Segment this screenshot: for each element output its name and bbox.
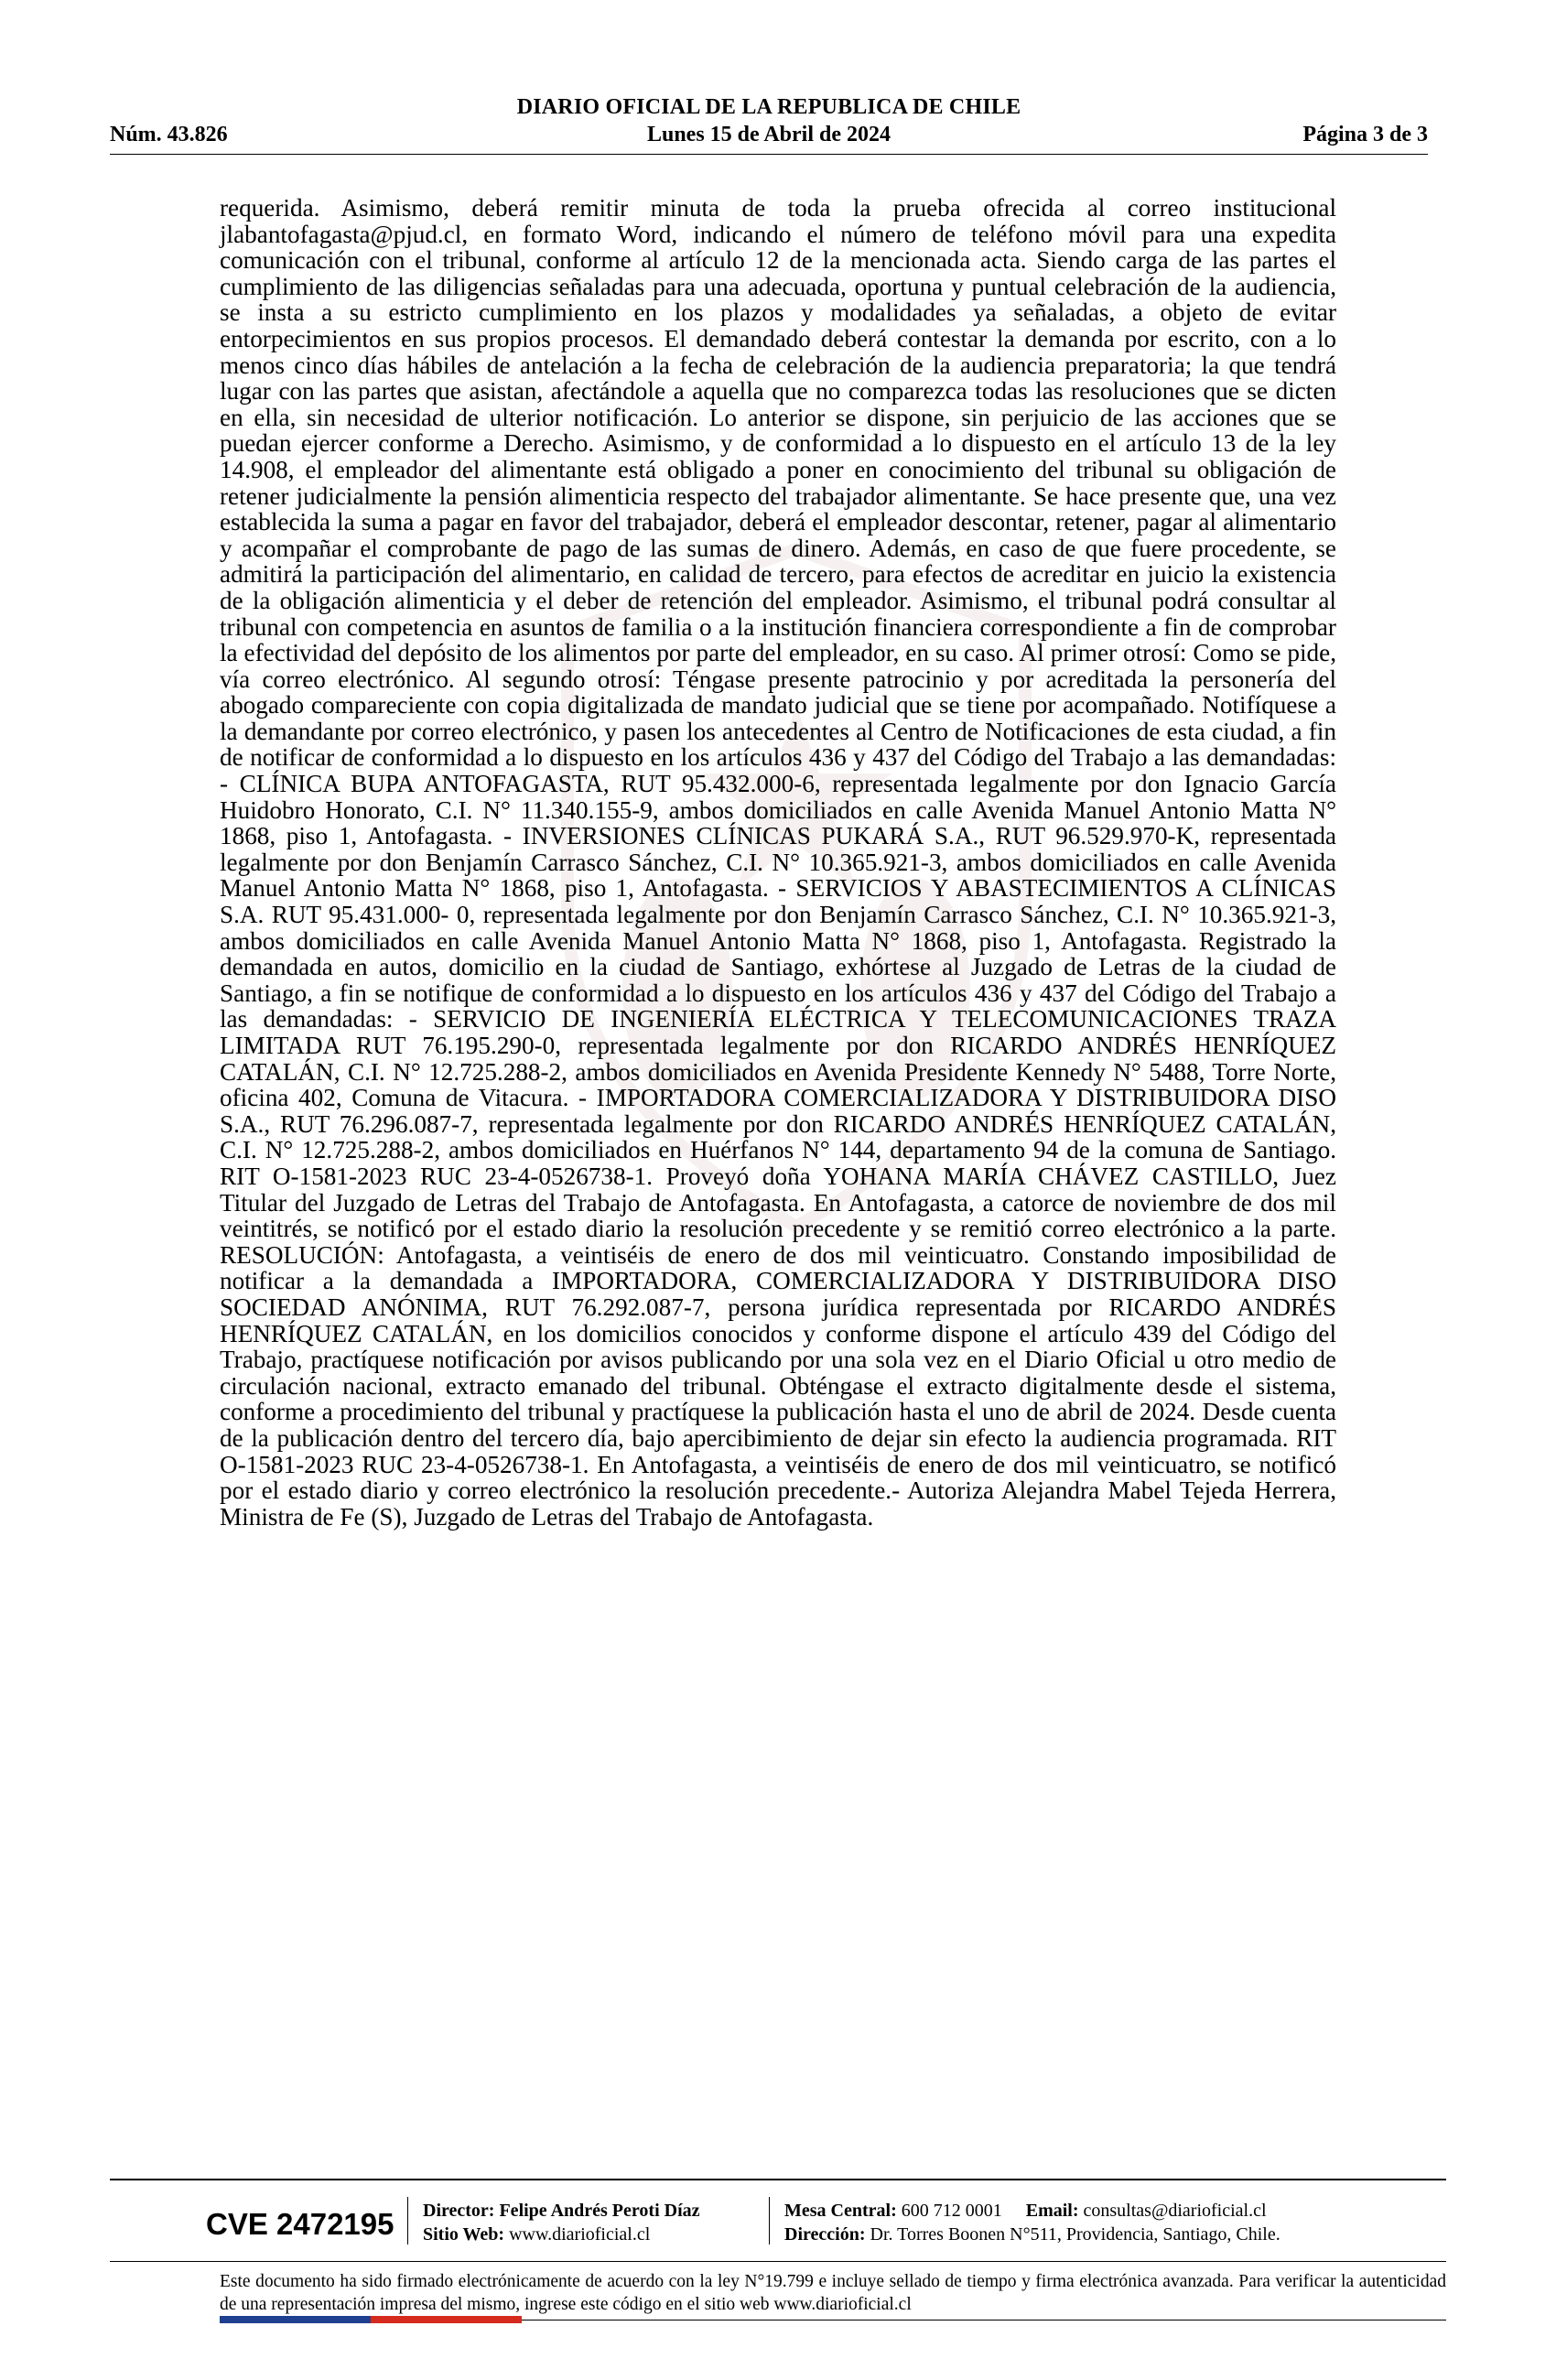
mesa-label: Mesa Central: bbox=[784, 2201, 897, 2221]
site-label: Sitio Web: bbox=[423, 2224, 505, 2245]
flag-blue-segment bbox=[220, 2316, 371, 2323]
page-header bbox=[110, 92, 1428, 156]
document-body: requerida. Asimismo, deberá remitir minuta de toda la prueba ofrecida al correo institucional jlabantofagasta@pjud.cl, en formato Word, indicando el número de teléfono móvil para una expedita comunicación con el tribunal, conforme al artículo 12 de la mencionada acta. Siendo carga de las partes el cumplimiento de las diligencias señaladas para una adecuada, oportuna y puntual celebración de la audiencia, se insta a su estricto cumplimiento en los plazos y modalidades ya señaladas, a objeto de evitar entorpecimientos en sus propios procesos. El demandado deberá contestar la demanda por escrito, con a lo menos cinco días hábiles de antelación a la fecha de celebración de la audiencia preparatoria; la que tendrá lugar con las partes que asistan, afectándole a aquella que no comparezca todas las resoluciones que se dicten en ella, sin necesidad de ulterior notificación. Lo anterior se dispone, sin perjuicio de las acciones que se puedan ejercer conforme a Derecho. Asimismo, y de conformidad a lo dispuesto en el artículo 13 de la ley 14.908, el empleador del alimentante está obligado a poner en conocimiento del tribunal su obligación de retener judicialmente la pensión alimenticia respecto del trabajador alimentante. Se hace presente que, una vez establecida la suma a pagar en favor del trabajador, deberá el empleador descontar, retener, pagar al alimentario y acompañar el comprobante de pago de las sumas de dinero. Además, en caso de que fuere procedente, se admitirá la participación del alimentario, en calidad de tercero, para efectos de acreditar en juicio la existencia de la obligación alimenticia y el deber de retención del empleador. Asimismo, el tribunal podrá consultar al tribunal con competencia en asuntos de familia o a la institución financiera correspondiente a fin de comprobar la efectividad del depósito de los alimentos por parte del empleador, en su caso. Al primer otrosí: Como se pide, vía correo electrónico. Al segundo otrosí: Téngase presente patrocinio y por acreditada la personería del abogado compareciente con copia digitalizada de mandato judicial que se tiene por acompañado. Notifíquese a la demandante por correo electrónico, y pasen los antecedentes al Centro de Notificaciones de esta ciudad, a fin de notificar de conformidad a lo dispuesto en los artículos 436 y 437 del Código del Trabajo a las demandadas: - CLÍNICA BUPA ANTOFAGASTA, RUT 95.432.000-6, representada legalmente por don Ignacio García Huidobro Honorato, C.I. N° 11.340.155-9, ambos domiciliados en calle Avenida Manuel Antonio Matta N° 1868, piso 1, Antofagasta. - INVERSIONES CLÍNICAS PUKARÁ S.A., RUT 96.529.970-K, representada legalmente por don Benjamín Carrasco Sánchez, C.I. N° 10.365.921-3, ambos domiciliados en calle Avenida Manuel Antonio Matta N° 1868, piso 1, Antofagasta. - SERVICIOS Y ABASTECIMIENTOS A CLÍNICAS S.A. RUT 95.431.000- 0, representada legalmente por don Benjamín Carrasco Sánchez, C.I. N° 10.365.921-3, ambos domiciliados en calle Avenida Manuel Antonio Matta N° 1868, piso 1, Antofagasta. Registrado la demandada en autos, domicilio en la ciudad de Santiago, exhórtese al Juzgado de Letras de la ciudad de Santiago, a fin se notifique de conformidad a lo dispuesto en los artículos 436 y 437 del Código del Trabajo a las demandadas: - SERVICIO DE INGENIERÍA ELÉCTRICA Y TELECOMUNICACIONES TRAZA LIMITADA RUT 76.195.290-0, representada legalmente por don RICARDO ANDRÉS HENRÍQUEZ CATALÁN, C.I. N° 12.725.288-2, ambos domiciliados en Avenida Presidente Kennedy N° 5488, Torre Norte, oficina 402, Comuna de Vitacura. - IMPORTADORA COMERCIALIZADORA Y DISTRIBUIDORA DISO S.A., RUT 76.296.087-7, representada legalmente por don RICARDO ANDRÉS HENRÍQUEZ CATALÁN, C.I. N° 12.725.288-2, ambos domiciliados en Huérfanos N° 144, departamento 94 de la comuna de Santiago. RIT O-1581-2023 RUC 23-4-0526738-1. Proveyó doña YOHANA MARÍA CHÁVEZ CASTILLO, Juez Titular del Juzgado de Letras del Trabajo de Antofagasta. En Antofagasta, a catorce de noviembre de dos mil veintitrés, se notificó por el estado diario la resolución precedente y se remitió correo electrónico a la parte. RESOLUCIÓN: Antofagasta, a veintiséis de enero de dos mil veinticuatro. Constando imposibilidad de notificar a la demandada a IMPORTADORA, COMERCIALIZADORA Y DISTRIBUIDORA DISO SOCIEDAD ANÓNIMA, RUT 76.292.087-7, persona jurídica representada por RICARDO ANDRÉS HENRÍQUEZ CATALÁN, en los domicilios conocidos y conforme dispone el artículo 439 del Código del Trabajo, practíquese notificación por avisos publicando por una sola vez en el Diario Oficial u otro medio de circulación nacional, extracto emanado del tribunal. Obténgase el extracto digitalmente desde el sistema, conforme a procedimiento del tribunal y practíquese la publicación hasta el uno de abril de 2024. Desde cuenta de la publicación dentro del tercero día, bajo apercibimiento de dejar sin efecto la audiencia programada. RIT O-1581-2023 RUC 23-4-0526738-1. En Antofagasta, a veintiséis de enero de dos mil veinticuatro, se notificó por el estado diario y correo electrónico la resolución precedente.- Autoriza Alejandra Mabel Tejeda Herrera, Ministra de Fe (S), Juzgado de Letras del Trabajo de Antofagasta. bbox=[220, 194, 1336, 1531]
address-value: Dr. Torres Boonen N°511, Providencia, Santiago, Chile. bbox=[870, 2224, 1280, 2245]
footer-divider-mid bbox=[110, 2261, 1446, 2262]
header-divider bbox=[110, 154, 1428, 155]
cve-code: CVE 2472195 bbox=[206, 2207, 394, 2241]
publication-date: Lunes 15 de Abril de 2024 bbox=[646, 123, 891, 146]
signature-notice: Este documento ha sido firmado electrónicamente de acuerdo con la ley N°19.799 e incluye sellado de tiempo y firma electrónica avanzada. Para verificar la autenticidad de una representación impresa del mismo, ingrese este código en el sitio web www.diarioficial.cl bbox=[220, 2272, 1446, 2314]
footer-separator bbox=[407, 2197, 408, 2245]
page-indicator: Página 3 de 3 bbox=[1302, 123, 1428, 146]
email-label: Email: bbox=[1025, 2201, 1079, 2221]
flag-red-segment bbox=[371, 2316, 522, 2323]
address-label: Dirección: bbox=[784, 2224, 866, 2245]
flag-stripe bbox=[220, 2316, 522, 2323]
footer-separator bbox=[769, 2197, 770, 2245]
issue-number: Núm. 43.826 bbox=[110, 123, 228, 146]
footer-director-block bbox=[423, 2199, 700, 2246]
page-footer bbox=[110, 2179, 1446, 2325]
director-label: Director: bbox=[423, 2201, 495, 2221]
site-link[interactable]: www.diarioficial.cl bbox=[509, 2224, 651, 2245]
footer-contact-block bbox=[784, 2199, 1280, 2246]
director-name: Felipe Andrés Peroti Díaz bbox=[499, 2201, 700, 2221]
email-link[interactable]: consultas@diarioficial.cl bbox=[1083, 2201, 1267, 2221]
publication-title: DIARIO OFICIAL DE LA REPUBLICA DE CHILE bbox=[516, 95, 1021, 119]
mesa-phone: 600 712 0001 bbox=[901, 2201, 1002, 2221]
footer-divider-top bbox=[110, 2179, 1446, 2180]
